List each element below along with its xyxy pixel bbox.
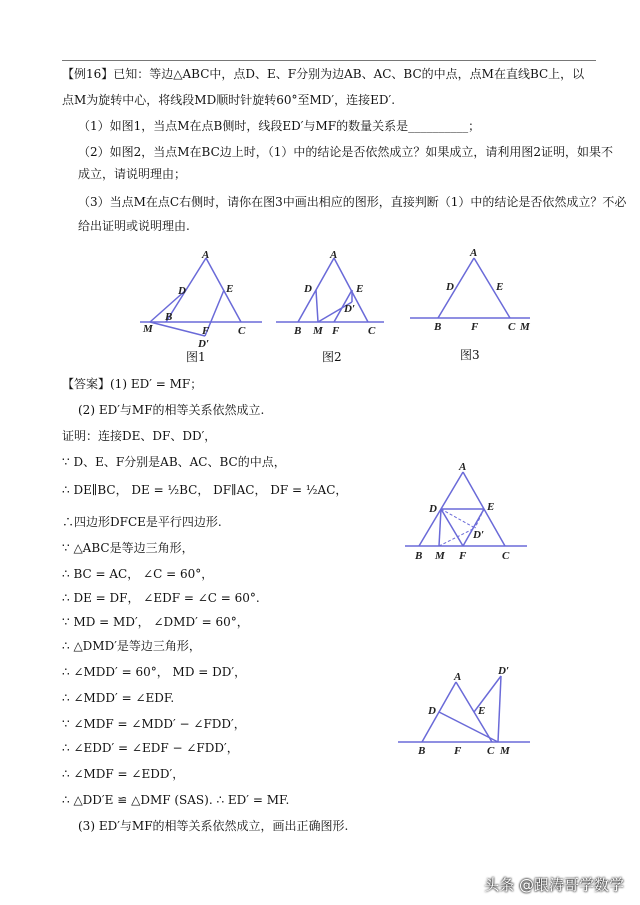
problem-line-1: 【例16】已知：等边△ABC中，点D、E、F分别为边AB、AC、BC的中点，点M在直线BC上，以 bbox=[62, 67, 585, 81]
fig5-label-C: C bbox=[487, 745, 495, 757]
fig5-label-M: M bbox=[500, 745, 510, 757]
fig5-label-D: D bbox=[428, 705, 436, 717]
proof-step-3: ∴ DE∥BC， DE = ½BC， DF∥AC， DF = ½AC， bbox=[62, 483, 348, 497]
proof-step-1: 证明：连接DE、DF、DD′， bbox=[62, 429, 217, 443]
fig2-label-D: D bbox=[304, 283, 312, 295]
fig2-label-E: E bbox=[356, 283, 364, 295]
fig2-label-Dprime: D′ bbox=[344, 303, 356, 315]
proof-step-15: ∴ △DD′E ≌ △DMF (SAS). ∴ ED′ = MF. bbox=[62, 793, 290, 807]
fig1-label-B: B bbox=[165, 311, 173, 323]
fig2-label-B: B bbox=[294, 325, 302, 337]
fig4-label-Dprime: D′ bbox=[473, 529, 485, 541]
fig1-label-E: E bbox=[226, 283, 234, 295]
fig3-label-C: C bbox=[508, 321, 516, 333]
fig3-label-E: E bbox=[496, 281, 504, 293]
fig4-label-F: F bbox=[459, 550, 467, 562]
fig3-label-D: D bbox=[446, 281, 454, 293]
answer-2: (2) ED′与MF的相等关系依然成立. bbox=[78, 403, 265, 417]
fig4-label-M: M bbox=[435, 550, 445, 562]
proof-step-2: ∵ D、E、F分别是AB、AC、BC的中点， bbox=[62, 455, 286, 469]
fig5-label-B: B bbox=[418, 745, 426, 757]
fig5-label-E: E bbox=[478, 705, 486, 717]
top-rule bbox=[62, 60, 596, 61]
figure-1-caption: 图1 bbox=[186, 350, 206, 364]
proof-step-6: ∴ BC = AC， ∠C = 60°， bbox=[62, 567, 214, 581]
question-3-line-1: （3）当点M在点C右侧时，请你在图3中画出相应的图形，直接判断（1）中的结论是否依然成立？不必 bbox=[78, 195, 627, 209]
fig1-label-Dprime: D′ bbox=[198, 338, 210, 350]
proof-step-13: ∴ ∠EDD′ = ∠EDF − ∠FDD′， bbox=[62, 741, 239, 755]
fig5-label-Dprime: D′ bbox=[498, 665, 510, 677]
fig4-label-C: C bbox=[502, 550, 510, 562]
problem-line-2: 点M为旋转中心，将线段MD顺时针旋转60°至MD′，连接ED′. bbox=[62, 93, 396, 107]
fig2-label-M: M bbox=[313, 325, 323, 337]
figure-3-caption: 图3 bbox=[460, 348, 480, 362]
fig2-label-C: C bbox=[368, 325, 376, 337]
fig1-label-F: F bbox=[202, 325, 210, 337]
fig5-label-F: F bbox=[454, 745, 462, 757]
figure-3 bbox=[408, 244, 532, 340]
figure-2 bbox=[272, 248, 392, 340]
fig1-label-A: A bbox=[202, 250, 210, 261]
fig4-label-D: D bbox=[429, 503, 437, 515]
proof-step-14: ∴ ∠MDF = ∠EDD′， bbox=[62, 767, 185, 781]
answer-3: (3) ED′与MF的相等关系依然成立，画出正确图形. bbox=[78, 819, 349, 833]
fig5-label-A: A bbox=[454, 671, 462, 683]
fig1-label-C: C bbox=[238, 325, 246, 337]
fig1-label-D: D bbox=[178, 285, 186, 297]
proof-step-5: ∵ △ABC是等边三角形， bbox=[62, 541, 194, 555]
fig3-label-A: A bbox=[470, 247, 478, 259]
proof-step-8: ∵ MD = MD′， ∠DMD′ = 60°， bbox=[62, 615, 249, 629]
figure-5 bbox=[398, 662, 532, 760]
fig4-label-E: E bbox=[487, 501, 495, 513]
question-3-line-2: 给出证明或说明理由. bbox=[78, 219, 190, 233]
fig2-label-F: F bbox=[332, 325, 340, 337]
answer-1: 【答案】(1) ED′ = MF； bbox=[62, 377, 203, 391]
fig3-label-M: M bbox=[520, 321, 530, 333]
proof-step-7: ∴ DE = DF， ∠EDF = ∠C = 60°. bbox=[62, 591, 260, 605]
figure-4 bbox=[405, 458, 531, 566]
fig4-label-B: B bbox=[415, 550, 423, 562]
proof-step-12: ∵ ∠MDF = ∠MDD′ − ∠FDD′， bbox=[62, 717, 246, 731]
figure-2-caption: 图2 bbox=[322, 350, 342, 364]
proof-step-9: ∴ △DMD′是等边三角形， bbox=[62, 639, 201, 653]
fig4-label-A: A bbox=[459, 461, 467, 473]
fig1-label-M: M bbox=[143, 323, 153, 335]
proof-step-4: ∴四边形DFCE是平行四边形. bbox=[62, 515, 222, 529]
fig3-label-F: F bbox=[471, 321, 479, 333]
fig2-label-A: A bbox=[330, 249, 338, 261]
proof-step-11: ∴ ∠MDD′ = ∠EDF. bbox=[62, 691, 175, 705]
question-2-line-2: 成立，请说明理由； bbox=[78, 167, 187, 181]
figure-1 bbox=[140, 250, 265, 350]
watermark: 头条 @跟涛哥学数学 bbox=[484, 876, 624, 894]
proof-step-10: ∴ ∠MDD′ = 60°， MD = DD′， bbox=[62, 665, 247, 679]
question-1: （1）如图1，当点M在点B侧时，线段ED′与MF的数量关系是__________； bbox=[78, 119, 481, 133]
question-2-line-1: （2）如图2，当点M在BC边上时，（1）中的结论是否依然成立？如果成立，请利用图2证明，如果不 bbox=[78, 145, 614, 159]
fig3-label-B: B bbox=[434, 321, 442, 333]
